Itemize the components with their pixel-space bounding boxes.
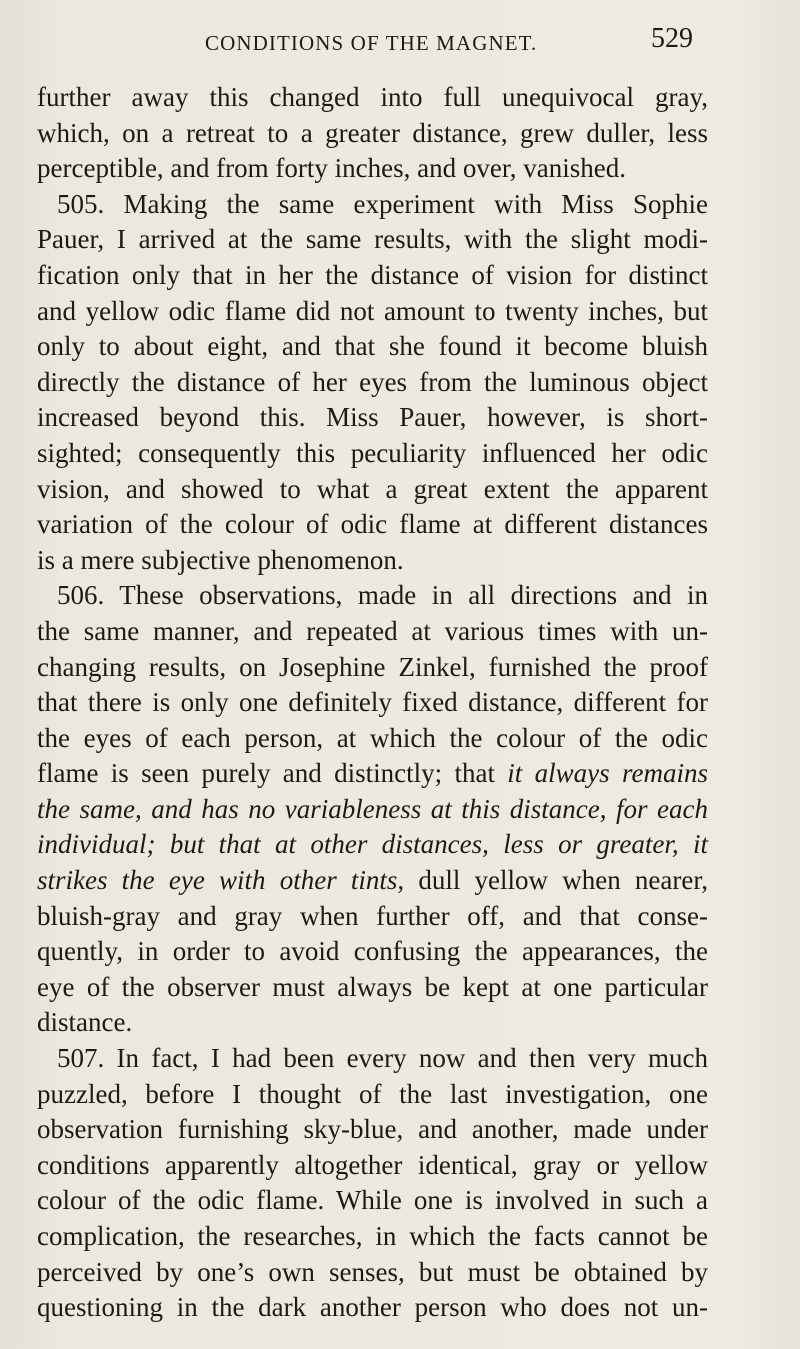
text-line: complication, the researches, in which the facts cannot be — [37, 1221, 708, 1251]
running-head — [0, 22, 800, 62]
text-run: flame is seen purely and distinctly; that — [37, 758, 508, 789]
text-line: directly the distance of her eyes from the luminous object — [37, 366, 708, 397]
italic-text-line: the same, and has no variableness at this distance, for each — [37, 793, 708, 824]
text-line: eye of the observer must always be kept at one particular — [37, 971, 708, 1002]
text-line: which, on a retreat to a greater distance, grew duller, less — [37, 117, 708, 148]
text-line: colour of the odic flame. While one is involved in such a — [37, 1185, 708, 1216]
paragraph-507-start: 507. In fact, I had been every now and then very much — [57, 1043, 708, 1074]
text-run: dull yellow when nearer, — [404, 865, 708, 896]
text-line: conditions apparently altogether identical, gray or yellow — [37, 1149, 708, 1180]
text-line: the eyes of each person, at which the colour of the odic — [37, 722, 708, 753]
text-line: fication only that in her the distance of vision for distinct — [37, 259, 708, 290]
text-line: only to about eight, and that she found it become bluish — [37, 331, 708, 362]
text-line: changing results, on Josephine Zinkel, furnished the proof — [37, 651, 708, 682]
text-line: and yellow odic flame did not amount to twenty inches, but — [37, 295, 708, 326]
text-line: increased beyond this. Miss Pauer, however, is short- — [37, 402, 708, 433]
text-line: perceptible, and from forty inches, and over, vanished. — [37, 153, 626, 184]
paragraph-506-start: 506. These observations, made in all directions and in — [57, 580, 708, 611]
italic-text-run: it always remains — [507, 758, 708, 789]
text-line: questioning in the dark another person who does not un- — [37, 1292, 708, 1323]
text-line: vision, and showed to what a great extent the apparent — [37, 473, 708, 504]
paragraph-505-start: 505. Making the same experiment with Miss Sophie — [57, 188, 708, 219]
text-line: puzzled, before I thought of the last investigation, one — [37, 1078, 708, 1109]
text-line: observation furnishing sky-blue, and another, made under — [37, 1114, 708, 1145]
text-line: bluish-gray and gray when further off, and that conse- — [37, 900, 708, 931]
running-title: CONDITIONS OF THE MAGNET. — [205, 31, 538, 55]
text-line: the same manner, and repeated at various times with un- — [37, 615, 708, 646]
text-line: perceived by one’s own senses, but must be obtained by — [37, 1256, 708, 1287]
text-line: that there is only one definitely fixed distance, different for — [37, 687, 708, 718]
text-line: further away this changed into full unequivocal gray, — [37, 82, 708, 112]
italic-text-line: individual; but that at other distances, less or greater, it — [37, 829, 708, 860]
text-line: Pauer, I arrived at the same results, with the slight modi- — [37, 224, 708, 255]
text-line — [37, 756, 708, 792]
text-line: is a mere subjective phenomenon. — [37, 544, 404, 575]
text-line: sighted; consequently this peculiarity influenced her odic — [37, 437, 708, 468]
body-text — [37, 80, 708, 1326]
text-line: quently, in order to avoid confusing the appearances, the — [37, 936, 708, 967]
page-number: 529 — [651, 23, 693, 54]
text-line: variation of the colour of odic flame at different distances — [37, 509, 708, 540]
text-line: distance. — [37, 1007, 133, 1038]
italic-text-run: strikes the eye with other tints, — [37, 865, 405, 896]
text-line — [37, 863, 708, 899]
